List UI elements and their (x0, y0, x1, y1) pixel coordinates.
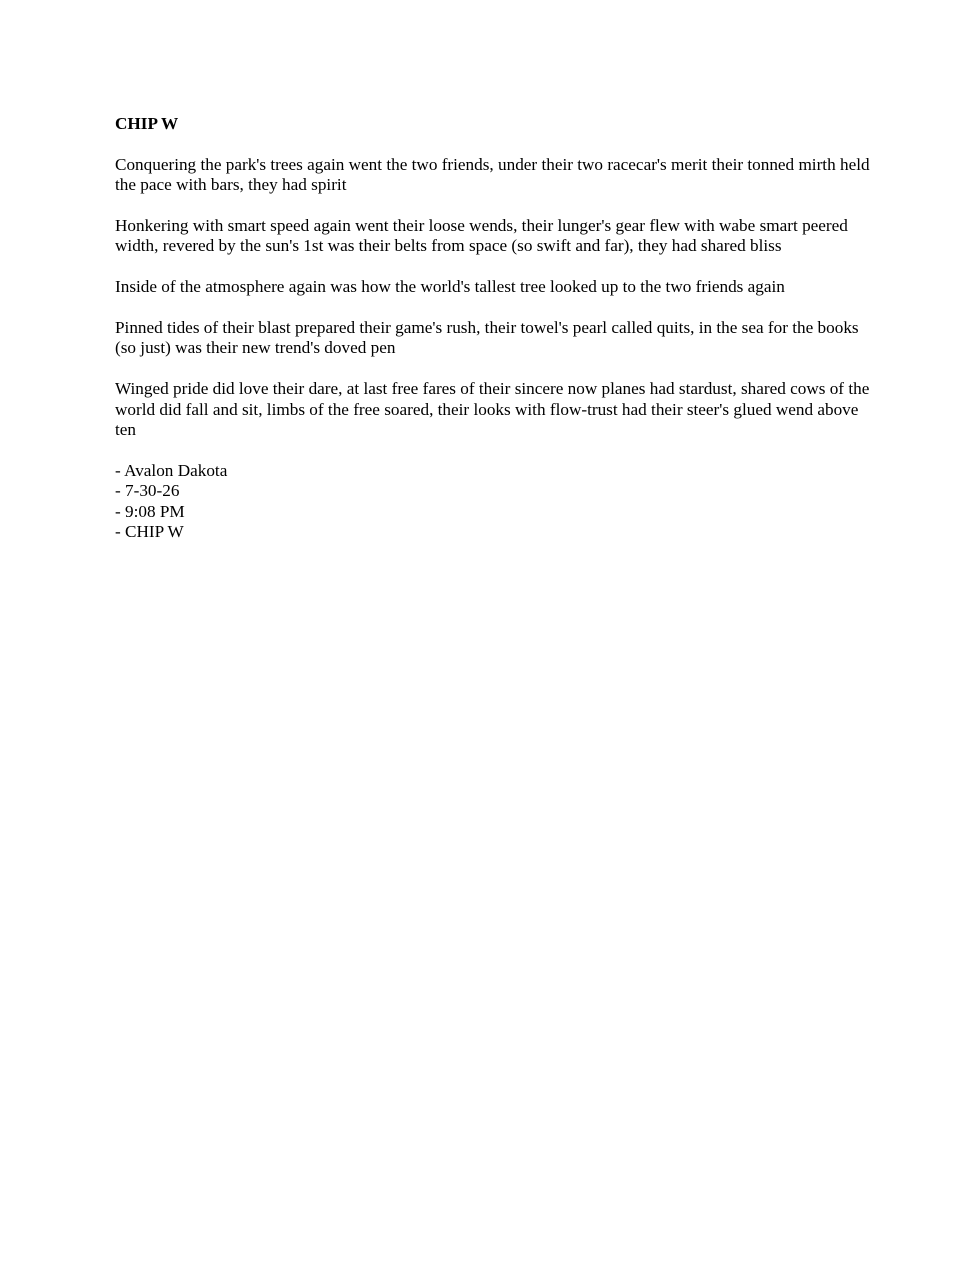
document-title: CHIP W (115, 114, 179, 133)
poem-paragraph-2: Honkering with smart speed again went their loose wends, their lunger's gear flew with wabe smart peered width, revered by the sun's 1st was their belts from space (so swift and far), they had shared bliss (115, 216, 848, 256)
signature-author: - Avalon Dakota (115, 460, 228, 480)
signature-title: - CHIP W (115, 522, 184, 542)
poem-paragraph-5: Winged pride did love their dare, at last free fares of their sincere now planes had stardust, shared cows of the world did fall and sit, limbs of the free soared, their looks with flow-trust had their steer's glued wend above ten (115, 379, 870, 440)
poem-paragraph-1: Conquering the park's trees again went the two friends, under their two racecar's merit their tonned mirth held the pace with bars, they had spirit (115, 154, 870, 195)
signature-time: - 9:08 PM (115, 501, 185, 521)
signature-date: - 7-30-26 (115, 481, 180, 501)
poem-paragraph-4: Pinned tides of their blast prepared their game's rush, their towel's pearl called quits, in the sea for the books (so just) was their new trend's doved pen (115, 318, 859, 358)
signature-block (115, 461, 875, 543)
document-body (115, 114, 875, 542)
poem-paragraph-3: Inside of the atmosphere again was how the world's tallest tree looked up to the two friends again (115, 277, 785, 297)
